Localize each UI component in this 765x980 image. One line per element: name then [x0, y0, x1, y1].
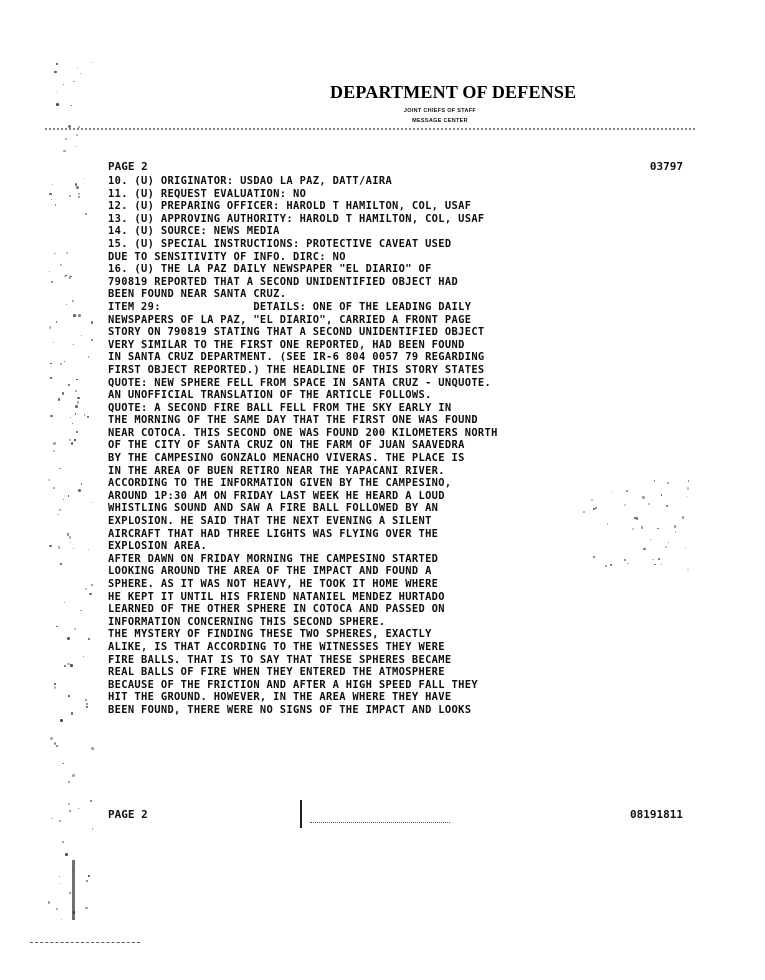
scan-speck [661, 564, 662, 565]
scan-speck [76, 379, 78, 381]
body-line: ALIKE, IS THAT ACCORDING TO THE WITNESSES THEY WERE [108, 640, 445, 653]
scan-speck [687, 569, 688, 570]
scan-speck [60, 363, 62, 365]
body-line: 10. (U) ORIGINATOR: USDAO LA PAZ, DATT/AIRA [108, 175, 393, 187]
scan-speck [69, 439, 71, 441]
scan-speck [86, 880, 88, 882]
footer-row [108, 808, 683, 821]
scan-speck [80, 73, 81, 74]
footer-message-number: 08191811 [630, 808, 683, 821]
body-line: STORY ON 790819 STATING THAT A SECOND UNIDENTIFIED OBJECT [108, 326, 485, 339]
scan-speck [78, 196, 80, 198]
scan-speck [49, 271, 50, 272]
scan-speck [687, 487, 689, 489]
header-row [108, 160, 683, 173]
body-line: DUE TO SENSITIVITY OF INFO. DIRC: NO [108, 250, 346, 263]
scan-speck [642, 496, 644, 498]
body-line: 16. (U) THE LA PAZ DAILY NEWSPAPER "EL DIARIO" OF [108, 263, 432, 276]
scan-speck [85, 588, 87, 590]
scan-speck [88, 638, 90, 640]
body-line: WHISTLING SOUND AND SAW A FIRE BALL FOLLOWED BY AN [108, 502, 439, 515]
scan-speck [65, 275, 67, 277]
scan-speck [74, 439, 75, 440]
scan-speck [56, 63, 59, 66]
body-line: NEAR COTOCA. THIS SECOND ONE WAS FOUND 200 KILOMETERS NORTH [108, 426, 498, 439]
body-line: AN UNOFFICIAL TRANSLATION OF THE ARTICLE FOLLOWS. [108, 389, 432, 402]
scan-speck [648, 503, 650, 505]
scan-speck [69, 195, 71, 197]
scan-speck [56, 92, 57, 93]
scan-speck [70, 542, 71, 543]
scan-speck [688, 480, 689, 481]
body-line: LEARNED OF THE OTHER SPHERE IN COTOCA AND PASSED ON [108, 603, 445, 616]
scan-speck [80, 610, 82, 612]
scan-speck [53, 442, 56, 445]
scan-speck [64, 276, 65, 277]
letterhead-subtitle-1: JOINT CHIEFS OF STAFF [403, 108, 477, 114]
scan-speck [63, 150, 65, 152]
body-line: ACCORDING TO THE INFORMATION GIVEN BY THE CAMPESINO, [108, 477, 452, 490]
scan-speck [53, 450, 56, 453]
scan-speck [70, 417, 71, 418]
scan-speck [69, 536, 72, 539]
body-line: THE MORNING OF THE SAME DAY THAT THE FIRST ONE WAS FOUND [108, 414, 478, 427]
scan-speck [64, 665, 66, 667]
scan-speck [85, 213, 87, 215]
scan-speck [53, 342, 54, 343]
scan-speck [59, 468, 60, 469]
scan-speck [60, 883, 61, 884]
scan-speck [53, 487, 55, 489]
scan-speck [91, 747, 94, 750]
body-line: AFTER DAWN ON FRIDAY MORNING THE CAMPESINO STARTED [108, 552, 439, 565]
scan-speck [78, 314, 81, 317]
scan-speck [72, 300, 74, 302]
scan-speck [67, 663, 70, 666]
scan-speck [68, 384, 70, 386]
scan-speck [62, 763, 64, 765]
scan-speck [687, 496, 688, 497]
scan-speck [81, 335, 82, 336]
scan-speck [61, 919, 62, 920]
scan-speck [666, 505, 668, 507]
scan-speck [91, 502, 92, 503]
scan-speck [68, 781, 70, 783]
body-line: EXPLOSION AREA. [108, 540, 208, 553]
scan-speck [88, 549, 89, 550]
body-line: 14. (U) SOURCE: NEWS MEDIA [108, 225, 280, 238]
scan-speck [50, 415, 52, 417]
body-line: FIRST OBJECT REPORTED.) THE HEADLINE OF THIS STORY STATES [108, 363, 485, 376]
scan-speck [50, 377, 52, 379]
scan-speck [85, 907, 88, 910]
body-line: OF THE CITY OF SANTA CRUZ ON THE FARM OF JUAN SAAVEDRA [108, 439, 465, 452]
scan-speck [91, 584, 93, 586]
body-line: INFORMATION CONCERNING THIS SECOND SPHERE. [108, 615, 386, 628]
scan-speck [48, 479, 50, 481]
body-line: LOOKING AROUND THE AREA OF THE IMPACT AND FOUND A [108, 565, 432, 578]
scan-speck [87, 416, 89, 418]
scan-speck [54, 686, 57, 689]
scan-speck [68, 495, 69, 496]
body-line: SPHERE. AS IT WAS NOT HEAVY, HE TOOK IT HOME WHERE [108, 578, 439, 590]
scan-speck [69, 810, 71, 812]
scan-speck [68, 533, 69, 534]
scan-speck [68, 125, 71, 128]
scan-speck [64, 361, 65, 362]
scan-speck [652, 559, 653, 560]
scan-speck [50, 737, 53, 740]
scan-speck [86, 706, 88, 708]
scan-speck [57, 514, 59, 516]
scan-speck [70, 664, 73, 667]
body-line: HE KEPT IT UNTIL HIS FRIEND NATANIEL MENDEZ HURTADO [108, 590, 445, 603]
body-line: THE MYSTERY OF FINDING THESE TWO SPHERES, EXACTLY [108, 628, 432, 641]
scan-speck [641, 526, 643, 528]
scan-speck [88, 356, 89, 357]
scan-speck [50, 363, 52, 365]
scan-speck [654, 480, 655, 481]
scan-speck [78, 126, 80, 128]
body-line: 13. (U) APPROVING AUTHORITY: HAROLD T HAMILTON, COL, USAF [108, 212, 485, 225]
scan-speck [68, 695, 70, 697]
scan-speck [58, 398, 60, 400]
scan-speck [49, 193, 51, 195]
scan-speck [56, 908, 58, 910]
scan-speck [70, 105, 72, 107]
scan-speck [77, 67, 78, 68]
scan-speck [65, 853, 68, 856]
message-body [108, 175, 668, 717]
body-line: BEEN FOUND NEAR SANTA CRUZ. [108, 288, 287, 301]
scan-speck [55, 204, 57, 206]
scan-speck [661, 494, 662, 495]
scan-speck [674, 525, 676, 527]
scan-speck [74, 628, 76, 630]
scan-speck [59, 509, 61, 511]
scan-speck [71, 442, 74, 445]
scan-speck [59, 876, 60, 877]
body-line: IN SANTA CRUZ DEPARTMENT. (SEE IR-6 804 0057 79 REGARDING [108, 351, 485, 364]
scan-speck [59, 820, 61, 822]
body-line: AIRCRAFT THAT HAD THREE LIGHTS WAS FLYING OVER THE [108, 527, 439, 540]
body-line: 12. (U) PREPARING OFFICER: HAROLD T HAMILTON, COL, USAF [108, 200, 472, 213]
body-line: REAL BALLS OF FIRE WHEN THEY ENTERED THE ATMOSPHERE [108, 666, 445, 679]
scan-speck [76, 431, 78, 433]
scan-speck [76, 146, 77, 147]
scan-speck [69, 892, 72, 895]
scan-speck [71, 712, 73, 714]
scan-speck [91, 339, 93, 341]
scan-speck [73, 314, 76, 317]
scan-speck [48, 901, 50, 903]
footer-page-label: PAGE 2 [108, 808, 148, 821]
scan-speck [66, 252, 68, 254]
scan-speck [60, 563, 61, 564]
scan-speck [62, 841, 64, 843]
scan-speck [89, 593, 92, 596]
scan-speck [83, 656, 84, 657]
scan-speck [51, 199, 52, 200]
scan-speck [682, 516, 684, 518]
letterhead-title: DEPARTMENT OF DEFENSE [330, 82, 577, 102]
scan-speck [88, 875, 90, 877]
scan-speck [54, 683, 56, 685]
scan-speck [51, 281, 53, 283]
scan-speck [56, 745, 58, 747]
scan-speck [49, 326, 51, 328]
scan-speck [60, 719, 63, 722]
scan-speck [78, 489, 81, 492]
scan-speck [73, 81, 75, 83]
scan-speck [91, 321, 94, 324]
scan-speck [63, 499, 64, 500]
body-line: FIRE BALLS. THAT IS TO SAY THAT THESE SPHERES BECAME [108, 653, 452, 666]
letterhead-subtitle-2: MESSAGE CENTER [412, 118, 468, 124]
scan-speck [84, 178, 85, 179]
body-line: 15. (U) SPECIAL INSTRUCTIONS: PROTECTIVE CAVEAT USED [108, 237, 452, 250]
scan-speck [64, 602, 65, 603]
scan-speck [78, 808, 79, 809]
scan-speck [51, 818, 52, 819]
scan-speck [627, 563, 628, 564]
scan-speck [624, 559, 626, 561]
scan-speck [77, 397, 80, 400]
scan-speck [78, 193, 80, 195]
body-line: NEWSPAPERS OF LA PAZ, "EL DIARIO", CARRIED A FRONT PAGE [108, 313, 472, 326]
page-label: PAGE 2 [108, 160, 148, 173]
scan-speck [634, 517, 636, 519]
scan-speck [49, 545, 51, 547]
scan-speck [66, 304, 67, 305]
body-line: QUOTE: A SECOND FIRE BALL FELL FROM THE SKY EARLY IN [108, 401, 452, 414]
scan-speck [73, 344, 74, 345]
scan-speck [68, 803, 70, 805]
scan-speck [84, 414, 85, 415]
scan-speck [73, 548, 74, 549]
scan-speck [685, 548, 686, 549]
body-line: BEEN FOUND, THERE WERE NO SIGNS OF THE IMPACT AND LOOKS [108, 703, 472, 716]
scan-speck [62, 392, 65, 395]
scan-speck [583, 511, 585, 513]
message-number: 03797 [649, 160, 683, 173]
body-line: VERY SIMILAR TO THE FIRST ONE REPORTED, HAD BEEN FOUND [108, 338, 465, 351]
scan-speck [54, 253, 56, 255]
scan-speck [56, 103, 59, 106]
header-divider [45, 128, 695, 132]
body-line: IN THE AREA OF BUEN RETIRO NEAR THE YAPACANI RIVER. [108, 464, 445, 477]
scan-speck [643, 548, 645, 550]
scan-speck [76, 134, 78, 136]
scan-speck [75, 405, 78, 408]
scan-speck [67, 637, 70, 640]
scan-speck [76, 186, 79, 189]
scan-speck [60, 264, 62, 266]
scan-speck [56, 626, 57, 627]
scan-speck [54, 71, 56, 73]
scan-speck [81, 483, 82, 484]
scan-speck [90, 800, 92, 802]
scan-speck [675, 531, 676, 532]
body-line: BY THE CAMPESINO GONZALO MENACHO VIVERAS. THE PLACE IS [108, 452, 465, 465]
scan-speck [72, 774, 75, 777]
scan-speck [63, 84, 64, 85]
body-line: 11. (U) REQUEST EVALUATION: NO [108, 187, 307, 200]
letterhead [330, 82, 577, 125]
body-line: EXPLOSION. HE SAID THAT THE NEXT EVENING A SILENT [108, 515, 432, 528]
scan-speck [605, 565, 607, 567]
scan-speck [73, 911, 75, 913]
body-line: BECAUSE OF THE FRICTION AND AFTER A HIGH SPEED FALL THEY [108, 678, 478, 691]
scan-speck [75, 390, 76, 391]
scan-speck [52, 184, 53, 185]
body-line: QUOTE: NEW SPHERE FELL FROM SPACE IN SANTA CRUZ - UNQUOTE. [108, 376, 492, 389]
bottom-scan-mark [30, 942, 140, 943]
scan-speck [72, 423, 73, 424]
scan-speck [86, 703, 88, 705]
body-line: HIT THE GROUND. HOWEVER, IN THE AREA WHERE THEY HAVE [108, 691, 452, 704]
scan-speck [92, 828, 93, 829]
scan-speck [77, 401, 80, 404]
scan-speck [85, 699, 87, 701]
body-line: ITEM 29: DETAILS: ONE OF THE LEADING DAILY [108, 300, 472, 313]
scan-speck [75, 413, 77, 415]
scan-speck [91, 62, 93, 64]
scan-speck [667, 482, 669, 484]
scan-speck [654, 564, 655, 565]
scan-speck [58, 546, 60, 548]
scan-speck [65, 138, 67, 140]
scan-speck [51, 366, 52, 367]
body-line: 790819 REPORTED THAT A SECOND UNIDENTIFIED OBJECT HAD [108, 275, 459, 288]
body-line: AROUND 1P:30 AM ON FRIDAY LAST WEEK HE HEARD A LOUD [108, 489, 445, 502]
scan-speck [56, 321, 57, 322]
